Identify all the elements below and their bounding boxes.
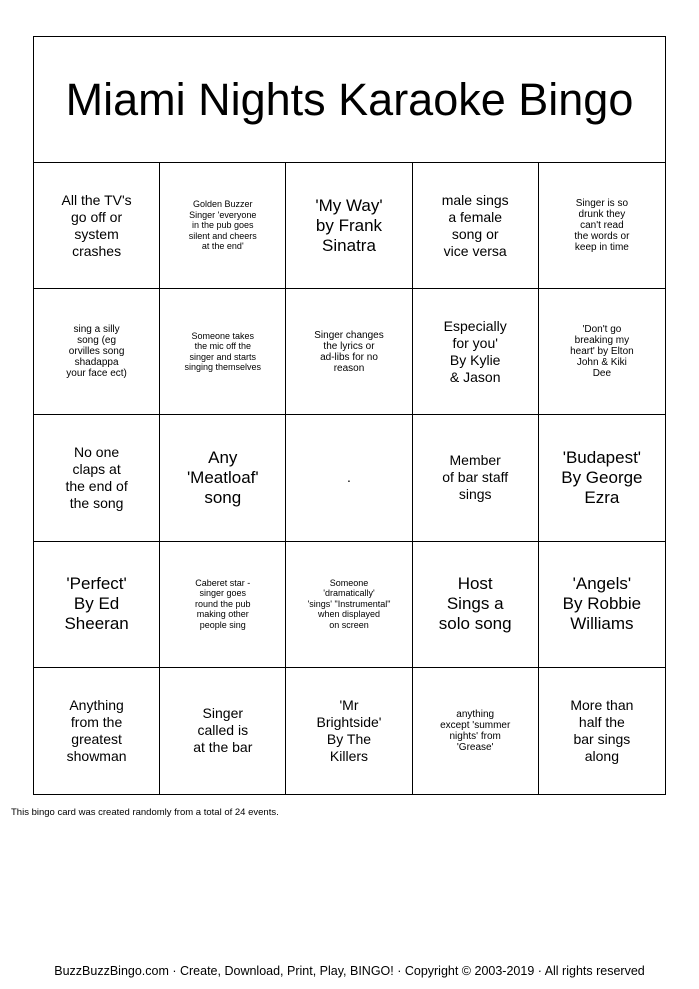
bingo-grid: [34, 163, 665, 794]
bingo-cell-text: Someone takes the mic off the singer and starts singing themselves: [184, 330, 262, 373]
bingo-cell: [34, 415, 160, 541]
bingo-cell-text: All the TV's go off or system crashes: [61, 191, 132, 259]
bingo-cell-text: 'Mr Brightside' By The Killers: [316, 696, 382, 764]
card-title: Miami Nights Karaoke Bingo: [34, 37, 665, 163]
bingo-cell-text: Singer is so drunk they can't read the words or keep in time: [574, 198, 630, 254]
bingo-cell-text: anything except 'summer nights' from 'Grease': [440, 708, 511, 753]
bingo-cell: [413, 542, 539, 668]
bingo-cell-text: Singer called is at the bar: [193, 705, 253, 756]
bingo-cell: [413, 415, 539, 541]
bingo-cell-text: 'Don't go breaking my heart' by Elton John & Kiki Dee: [570, 324, 634, 380]
bingo-cell: [34, 289, 160, 415]
bingo-cell: [160, 415, 286, 541]
bingo-cell: [539, 668, 665, 794]
bingo-cell: [413, 289, 539, 415]
bingo-cell-text: Someone 'dramatically' 'sings' "Instrumental" when displayed on screen: [307, 577, 391, 630]
bingo-cell-text: Any 'Meatloaf' song: [186, 447, 259, 507]
bingo-cell: [286, 415, 412, 541]
bingo-cell: [539, 289, 665, 415]
bingo-cell: [160, 668, 286, 794]
generation-note: This bingo card was created randomly from a total of 24 events.: [11, 807, 279, 818]
bingo-cell: [286, 668, 412, 794]
bingo-cell: [286, 289, 412, 415]
bingo-cell-text: 'Budapest' By George Ezra: [561, 447, 643, 507]
bingo-cell-text: Anything from the greatest showman: [66, 696, 127, 764]
bingo-cell-text: Host Sings a solo song: [438, 574, 512, 634]
bingo-cell-text: male sings a female song or vice versa: [441, 191, 509, 259]
bingo-cell: [34, 163, 160, 289]
bingo-cell-text: 'Angels' By Robbie Williams: [562, 574, 642, 634]
bingo-cell-text: Especially for you' By Kylie & Jason: [443, 317, 507, 385]
bingo-cell: [160, 163, 286, 289]
bingo-cell: [34, 542, 160, 668]
bingo-cell: [413, 668, 539, 794]
bingo-cell-text: Golden Buzzer Singer 'everyone in the pub goes silent and cheers at the end': [188, 199, 257, 252]
bingo-cell-text: 'Perfect' By Ed Sheeran: [64, 574, 129, 634]
bingo-cell: [539, 415, 665, 541]
bingo-cell-text: Singer changes the lyrics or ad-libs for no reason: [314, 329, 384, 374]
bingo-cell-text: 'My Way' by Frank Sinatra: [315, 195, 383, 255]
bingo-cell-text: More than half the bar sings along: [570, 696, 634, 764]
bingo-cell-text: Caberet star - singer goes round the pub making other people sing: [195, 577, 251, 630]
bingo-cell-text: sing a silly song (eg orvilles song shadappa your face ect): [66, 324, 127, 380]
bingo-cell: [34, 668, 160, 794]
bingo-cell: [539, 163, 665, 289]
bingo-cell: [286, 542, 412, 668]
bingo-cell: [286, 163, 412, 289]
bingo-cell: [413, 163, 539, 289]
bingo-cell-text: No one claps at the end of the song: [65, 443, 128, 511]
page-footer: BuzzBuzzBingo.com · Create, Download, Print, Play, BINGO! · Copyright © 2003-2019 · All rights reserved: [54, 964, 645, 978]
bingo-cell: [539, 542, 665, 668]
bingo-cell: [160, 289, 286, 415]
bingo-cell-text: .: [347, 469, 351, 486]
bingo-card: [33, 36, 666, 795]
bingo-cell: [160, 542, 286, 668]
bingo-cell-text: Member of bar staff sings: [442, 452, 509, 503]
